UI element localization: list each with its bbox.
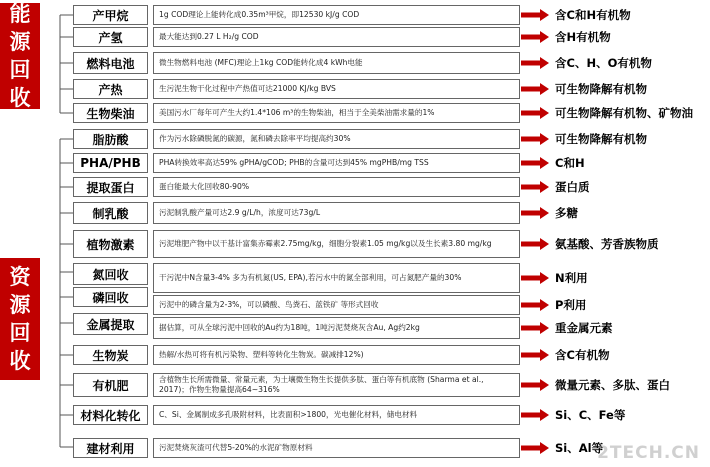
description-box: 作为污水除磷脱氮的碳源，氮和磷去除率平均提高约30% <box>153 129 520 149</box>
result-label: 蛋白质 <box>555 180 590 194</box>
right-arrow-icon <box>521 129 550 149</box>
result-label: C和H <box>555 156 585 170</box>
row-fuel-cell <box>0 52 710 74</box>
right-arrow-icon <box>521 177 550 197</box>
watermark: 2TECH.CN <box>597 443 700 463</box>
result-label: Si、Al等 <box>555 441 604 455</box>
section-resource-char-2: 源 <box>9 293 31 317</box>
description-box: 污泥中的磷含量为2-3%，可以磷酸、鸟粪石、蓝铁矿 等形式回收 <box>153 295 520 315</box>
category-label: 生物柴油 <box>73 103 148 123</box>
right-arrow-icon <box>521 202 550 224</box>
section-resource-char-1: 资 <box>9 265 31 289</box>
row-biochar <box>0 345 710 365</box>
description-box: 1g COD理论上能转化成0.35m³甲烷，即12530 kJ/g COD <box>153 5 520 25</box>
row-nitrogen <box>0 263 710 285</box>
section-energy-char-2: 源 <box>9 30 31 54</box>
right-arrow-icon <box>521 153 550 173</box>
row-hydrogen <box>0 27 710 47</box>
right-arrow-icon <box>521 317 550 339</box>
right-arrow-icon <box>521 295 550 315</box>
right-arrow-icon <box>521 103 550 123</box>
description-box: 美国污水厂每年可产生大约1.4*106 m³的生物柴油，相当于全美柴油需求量的1% <box>153 103 520 123</box>
description-box: PHA转换效率高达59% gPHA/gCOD; PHB的含量可达到45% mgPHB/mg TSS <box>153 153 520 173</box>
row-phosphorus <box>0 287 710 312</box>
description-box: 据估算，可从全球污泥中回收的Au约为18吨，1吨污泥焚烧灰含Au, Ag约2kg <box>153 317 520 339</box>
description-box: 含植物生长所需微量、常量元素，为土壤微生物生长提供多肽、蛋白等有机底物 (Sharma et al., 2017)；作物生物量提高64~316% <box>153 373 520 397</box>
section-resource-char-3: 回 <box>9 321 31 345</box>
result-label: 含H有机物 <box>555 30 611 44</box>
category-label: 有机肥 <box>73 373 148 397</box>
category-label: 产甲烷 <box>73 5 148 25</box>
category-label: 制乳酸 <box>73 202 148 224</box>
row-metal <box>0 313 710 335</box>
result-label: 含C、H、O有机物 <box>555 56 652 70</box>
row-methane <box>0 5 710 25</box>
section-energy-char-1: 能 <box>9 2 31 26</box>
row-organic-fertilizer <box>0 373 710 397</box>
right-arrow-icon <box>521 79 550 99</box>
right-arrow-icon <box>521 438 550 458</box>
result-label: 含C有机物 <box>555 348 610 362</box>
row-plant-hormone <box>0 230 710 258</box>
section-energy-char-3: 回 <box>9 58 31 82</box>
row-protein <box>0 177 710 197</box>
category-label: 脂肪酸 <box>73 129 148 149</box>
result-label: 可生物降解有机物、矿物油 <box>555 106 693 120</box>
description-box: C、Si、金属制成多孔吸附材料，比表面积>1800，光电催化材料，储电材料 <box>153 405 520 425</box>
row-lactic-acid <box>0 202 710 224</box>
result-label: 可生物降解有机物 <box>555 132 647 146</box>
section-energy-char-4: 收 <box>9 86 31 110</box>
description-box: 干污泥中N含量3-4% 多为有机氮(US, EPA),若污水中的氮全部利用，可占氮肥产量的30% <box>153 263 520 293</box>
result-label: 重金属元素 <box>555 321 613 335</box>
category-label: 磷回收 <box>73 287 148 307</box>
result-label: N利用 <box>555 271 588 285</box>
right-arrow-icon <box>521 5 550 25</box>
section-resource-char-4: 收 <box>9 349 31 373</box>
description-box: 污泥焚烧灰渣可代替5-20%的水泥矿物原材料 <box>153 438 520 458</box>
description-box: 污泥制乳酸产量可达2.9 g/L/h，浓度可达73g/L <box>153 202 520 224</box>
result-label: 多糖 <box>555 206 578 220</box>
row-material-conversion <box>0 405 710 425</box>
category-label: 氮回收 <box>73 263 148 285</box>
description-box: 生污泥生物干化过程中产热值可达21000 KJ/kg BVS <box>153 79 520 99</box>
description-box: 微生物燃料电池 (MFC)理论上1kg COD能转化成4 kWh电能 <box>153 52 520 74</box>
description-box: 热解/水热可将有机污染物、塑料等转化生物炭。碳减排12%) <box>153 345 520 365</box>
category-label: 材料化转化 <box>73 405 148 425</box>
right-arrow-icon <box>521 373 550 397</box>
category-label: 生物炭 <box>73 345 148 365</box>
category-label: 植物激素 <box>73 230 148 258</box>
result-label: 微量元素、多肽、蛋白 <box>555 378 670 392</box>
category-label: 建材利用 <box>73 438 148 458</box>
category-label: 产氢 <box>73 27 148 47</box>
description-box: 污泥堆肥产物中以干基计富集赤霉素2.75mg/kg，细胞分裂素1.05 mg/kg以及生长素3.80 mg/kg <box>153 230 520 258</box>
right-arrow-icon <box>521 230 550 258</box>
result-label: Si、C、Fe等 <box>555 408 626 422</box>
description-box: 最大能达到0.27 L H₂/g COD <box>153 27 520 47</box>
result-label: 可生物降解有机物 <box>555 82 647 96</box>
row-fatty-acid <box>0 129 710 149</box>
right-arrow-icon <box>521 345 550 365</box>
row-biodiesel <box>0 103 710 123</box>
right-arrow-icon <box>521 405 550 425</box>
category-label: 燃料电池 <box>73 52 148 74</box>
row-pha-phb <box>0 153 710 173</box>
right-arrow-icon <box>521 27 550 47</box>
result-label: 含C和H有机物 <box>555 8 631 22</box>
description-box: 蛋白能最大化回收80-90% <box>153 177 520 197</box>
right-arrow-icon <box>521 52 550 74</box>
result-label: 氨基酸、芳香族物质 <box>555 237 659 251</box>
category-label: PHA/PHB <box>73 153 148 173</box>
category-label: 产热 <box>73 79 148 99</box>
row-heat <box>0 79 710 99</box>
category-label: 提取蛋白 <box>73 177 148 197</box>
result-label: P利用 <box>555 298 587 312</box>
category-label: 金属提取 <box>73 313 148 335</box>
